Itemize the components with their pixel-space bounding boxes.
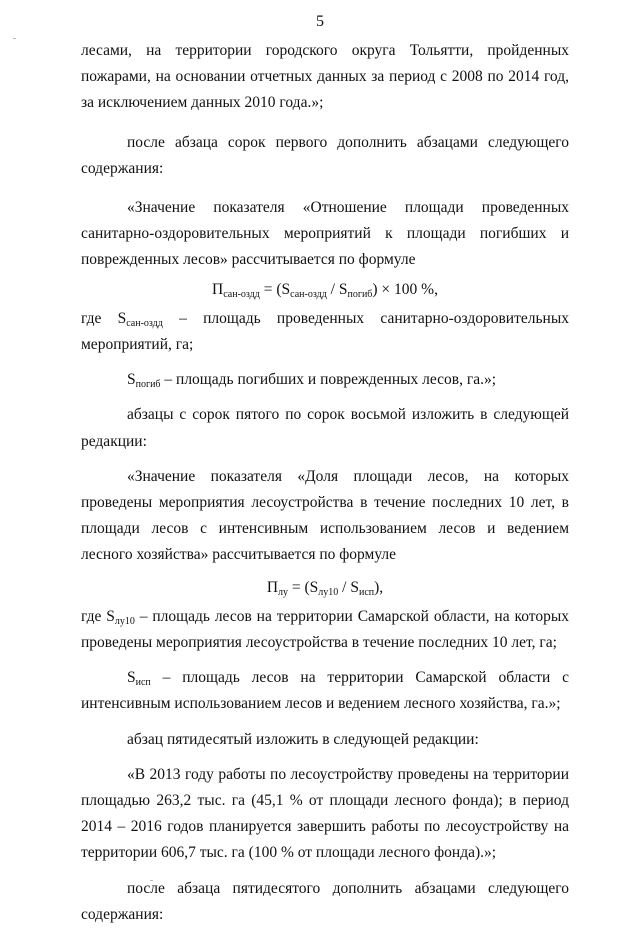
paragraph-5: «Значение показателя «Доля площади лесов, на которых проведены мероприятия лесоустройства в течение последних 10 лет, в площади лесов с интенсивным использованием лесов и ведением лесного хозяйства» рассчитывается по формуле: [81, 467, 569, 564]
paragraph-8: после абзаца пятидесятого дополнить абзацами следующего содержания:: [81, 879, 569, 923]
paragraph-3: «Значение показателя «Отношение площади проведенных санитарно-оздоровительных мероприятий к площади погибших и поврежденных лесов» рассчитывается по формуле: [81, 199, 569, 269]
definition-3: где $S_{лу10}$ – площадь лесов на территории Самарской области, на которых проведены мероприятия лесоустройства в течение последних 10 лет, га;: [81, 607, 569, 652]
definition-4: $S_{исп}$ – площадь лесов на территории Самарской области с интенсивным использованием лесов и ведением лесного хозяйства, га.»;: [81, 669, 569, 713]
paragraph-1: лесами, на территории городского округа Тольятти, пройденных пожарами, на основании отчетных данных за период с 2008 по 2014 год, за исключением данных 2010 года.»;: [81, 42, 569, 112]
paragraph-7: «В 2013 году работы по лесоустройству проведены на территории площадью 263,2 тыс. га (45,1 % от площади лесного фонда); в период 2014 – 2016 годов планируется завершить работы по лесоустройству на территории 606,7 тыс. га (100 % от площади лесного фонда).»;: [81, 765, 569, 862]
document-body: [81, 38, 569, 928]
definition-2: $S_{погиб}$ – площадь погибших и поврежденных лесов, га.»;: [127, 371, 497, 391]
page-number: 5: [316, 13, 324, 30]
paragraph-2: после абзаца сорок первого дополнить абзацами следующего содержания:: [81, 133, 569, 177]
scan-mark: [13, 38, 16, 39]
formula-1: $П_{сан-оздд} = (S_{сан-оздд} / S_{погиб}) \times 100$ %,: [212, 280, 438, 300]
definition-1: где $S_{сан-оздд}$ – площадь проведенных санитарно-оздоровительных мероприятий, га;: [81, 309, 569, 354]
paragraph-6: абзац пятидесятый изложить в следующей редакции:: [127, 730, 479, 748]
formula-2: $П_{лу} = (S_{лу10} / S_{исп})$,: [266, 578, 384, 598]
paragraph-4: абзацы с сорок пятого по сорок восьмой изложить в следующей редакции:: [81, 406, 569, 450]
